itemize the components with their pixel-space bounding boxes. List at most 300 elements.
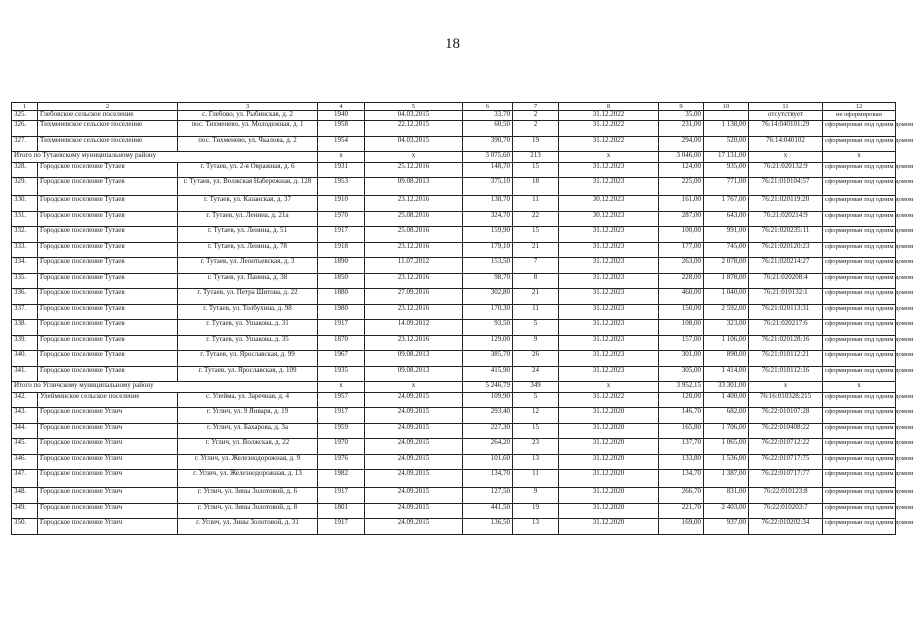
cadastral-number: 76:22:010123:8 <box>749 488 823 504</box>
area: 138,70 <box>463 196 513 212</box>
table-row <box>12 392 896 408</box>
address: г. Тутаев, ул. Ярославская, д. 99 <box>178 351 318 367</box>
deadline: 31.12.2020 <box>559 423 659 439</box>
land-status: сформирован под одним домом <box>823 408 896 424</box>
year-built: 1976 <box>318 454 365 470</box>
date: 25.08.2016 <box>365 227 463 243</box>
residents: 9 <box>513 335 559 351</box>
cell-9: 177,00 <box>659 242 704 258</box>
residents: 23 <box>513 439 559 455</box>
cell-10: 890,00 <box>704 351 749 367</box>
date: 09.08.2013 <box>365 178 463 196</box>
area: 179,10 <box>463 242 513 258</box>
residents: 5 <box>513 320 559 336</box>
cell-10: 1 414,00 <box>704 366 749 382</box>
cell-10: 2 078,00 <box>704 258 749 274</box>
deadline: 31.12.2020 <box>559 470 659 488</box>
cell-9: 266,70 <box>659 488 704 504</box>
page-number: 18 <box>445 36 460 52</box>
deadline: 31.12.2023 <box>559 242 659 258</box>
area: 170,30 <box>463 304 513 320</box>
year-built: 1958 <box>318 121 365 137</box>
land-status: сформирован под одним домом <box>823 439 896 455</box>
row-number: 347. <box>12 470 38 488</box>
cadastral-number: 76:21:020235:11 <box>749 227 823 243</box>
settlement: Городское поселение Тутаев <box>38 304 178 320</box>
address: г. Углич, ул. Зины Золотовой, д. 6 <box>178 488 318 504</box>
residents: 26 <box>513 351 559 367</box>
date: 23.12.2016 <box>365 335 463 351</box>
address: г. Углич, ул. Железнодорожная, д. 13 <box>178 470 318 488</box>
date: 24.09.2015 <box>365 408 463 424</box>
area: 93,50 <box>463 320 513 336</box>
date: 24.09.2015 <box>365 488 463 504</box>
cell-9: 301,00 <box>659 351 704 367</box>
address: г. Углич, ул. Зины Золотовой, д. 8 <box>178 503 318 519</box>
settlement: Улейминское сельское поселение <box>38 392 178 408</box>
cell-9: 120,00 <box>659 392 704 408</box>
year-built: 1982 <box>318 470 365 488</box>
area: 375,10 <box>463 178 513 196</box>
deadline: 31.12.2023 <box>559 366 659 382</box>
total-value: 17 131,00 <box>704 152 749 163</box>
land-status: сформирован под одним домом <box>823 392 896 408</box>
row-number: 336. <box>12 289 38 305</box>
date: 04.03.2015 <box>365 111 463 121</box>
row-number: 326. <box>12 121 38 137</box>
deadline: 31.12.2022 <box>559 136 659 152</box>
row-number: 327. <box>12 136 38 152</box>
address: пос. Тихменево, ул. Молодежная, д. 1 <box>178 121 318 137</box>
area: 293,40 <box>463 408 513 424</box>
residents: 15 <box>513 162 559 178</box>
cadastral-number: 76:21:010104:57 <box>749 178 823 196</box>
year-built: 1954 <box>318 136 365 152</box>
row-number: 350. <box>12 519 38 535</box>
settlement: Городское поселение Углич <box>38 423 178 439</box>
table-row <box>12 227 896 243</box>
settlement: Городское поселение Тутаев <box>38 211 178 227</box>
settlement: Глебовское сельское поселение <box>38 111 178 121</box>
land-status: сформирован под одним домом <box>823 211 896 227</box>
cell-9: 150,00 <box>659 304 704 320</box>
settlement: Городское поселение Углич <box>38 488 178 504</box>
row-number: 328. <box>12 162 38 178</box>
cell-10: 745,00 <box>704 242 749 258</box>
address: г. Углич, ул. Железнодорожная, д. 9 <box>178 454 318 470</box>
residents: 11 <box>513 196 559 212</box>
cell-10: 323,00 <box>704 320 749 336</box>
table-row <box>12 121 896 137</box>
row-number: 343. <box>12 408 38 424</box>
residents: 5 <box>513 392 559 408</box>
year-built: 1959 <box>318 423 365 439</box>
land-status: сформирован под одним домом <box>823 304 896 320</box>
area: 129,00 <box>463 335 513 351</box>
total-value: x <box>559 152 659 163</box>
table-row <box>12 258 896 274</box>
cadastral-number: 76:22:010202:34 <box>749 519 823 535</box>
deadline: 31.12.2022 <box>559 392 659 408</box>
year-built: 1935 <box>318 366 365 382</box>
address: г. Тутаев, ул. Ушакова, д. 35 <box>178 335 318 351</box>
address: г. Тутаев, ул. Панина, д. 38 <box>178 273 318 289</box>
row-number: 340. <box>12 351 38 367</box>
address: с. Улейма, ул. Заречная, д. 4 <box>178 392 318 408</box>
year-built: 1940 <box>318 111 365 121</box>
area: 98,70 <box>463 273 513 289</box>
total-value: 213 <box>513 152 559 163</box>
table-row <box>12 289 896 305</box>
land-status: сформирован под одним домом <box>823 196 896 212</box>
deadline: 31.12.2020 <box>559 519 659 535</box>
cell-9: 305,00 <box>659 366 704 382</box>
table-row <box>12 366 896 382</box>
land-status: сформирован под одним домом <box>823 136 896 152</box>
date: 04.03.2015 <box>365 136 463 152</box>
date: 24.09.2015 <box>365 503 463 519</box>
area: 441,50 <box>463 503 513 519</box>
cell-10: 1 387,00 <box>704 470 749 488</box>
date: 25.12.2016 <box>365 162 463 178</box>
residents: 2 <box>513 111 559 121</box>
column-number: 3 <box>178 103 318 111</box>
table-row <box>12 273 896 289</box>
land-status: сформирован под одним домом <box>823 273 896 289</box>
cell-9: 225,00 <box>659 178 704 196</box>
column-number: 2 <box>38 103 178 111</box>
total-value: 3 046,00 <box>659 152 704 163</box>
row-number: 325. <box>12 111 38 121</box>
table-row <box>12 196 896 212</box>
date: 24.09.2015 <box>365 439 463 455</box>
year-built: 1957 <box>318 392 365 408</box>
residents: 8 <box>513 273 559 289</box>
table-row <box>12 242 896 258</box>
area: 302,80 <box>463 289 513 305</box>
year-built: 1850 <box>318 273 365 289</box>
district-total-label: Итого по Угличскому муниципальному району <box>12 382 318 393</box>
cell-9: 228,00 <box>659 273 704 289</box>
address: с. Глебово, ул. Рыбинская, д. 2 <box>178 111 318 121</box>
deadline: 31.12.2022 <box>559 121 659 137</box>
year-built: 1870 <box>318 335 365 351</box>
area: 33,70 <box>463 111 513 121</box>
address: пос. Тихменево, ул. Чкалова, д. 2 <box>178 136 318 152</box>
total-value: x <box>749 382 823 393</box>
column-number: 5 <box>365 103 463 111</box>
settlement: Городское поселение Тутаев <box>38 351 178 367</box>
settlement: Городское поселение Углич <box>38 439 178 455</box>
cell-9: 460,00 <box>659 289 704 305</box>
table-row <box>12 439 896 455</box>
table-row <box>12 503 896 519</box>
table-row <box>12 423 896 439</box>
total-value: 5 246,79 <box>463 382 513 393</box>
settlement: Городское поселение Тутаев <box>38 258 178 274</box>
settlement: Городское поселение Тутаев <box>38 196 178 212</box>
cell-10: 1 106,00 <box>704 335 749 351</box>
residents: 15 <box>513 423 559 439</box>
cadastral-number: 76:21:020132:9 <box>749 162 823 178</box>
date: 11.07.2012 <box>365 258 463 274</box>
year-built: 1910 <box>318 196 365 212</box>
year-built: 1980 <box>318 304 365 320</box>
cadastral-number: 76:21:010132:1 <box>749 289 823 305</box>
year-built: 1918 <box>318 242 365 258</box>
row-number: 331. <box>12 211 38 227</box>
table-row <box>12 470 896 488</box>
district-total-label: Итого по Тутаевскому муниципальному району <box>12 152 318 163</box>
column-number: 1 <box>12 103 38 111</box>
date: 22.12.2015 <box>365 121 463 137</box>
cell-10 <box>704 111 749 121</box>
land-status: сформирован под одним домом <box>823 242 896 258</box>
settlement: Городское поселение Тутаев <box>38 335 178 351</box>
settlement: Городское поселение Тутаев <box>38 227 178 243</box>
land-status: сформирован под одним домом <box>823 423 896 439</box>
cell-9: 124,00 <box>659 162 704 178</box>
deadline: 31.12.2023 <box>559 304 659 320</box>
year-built: 1917 <box>318 519 365 535</box>
column-number: 12 <box>823 103 896 111</box>
date: 09.08.2013 <box>365 366 463 382</box>
settlement: Городское поселение Углич <box>38 519 178 535</box>
cadastral-number: 76:21:020214:9 <box>749 211 823 227</box>
year-built: 1970 <box>318 211 365 227</box>
deadline: 31.12.2020 <box>559 488 659 504</box>
cadastral-number: 76:22:010717:77 <box>749 470 823 488</box>
year-built: 1890 <box>318 258 365 274</box>
row-number: 332. <box>12 227 38 243</box>
area: 136,50 <box>463 519 513 535</box>
total-value: x <box>318 152 365 163</box>
area: 153,50 <box>463 258 513 274</box>
table-row <box>12 111 896 121</box>
deadline: 31.12.2023 <box>559 273 659 289</box>
row-number: 334. <box>12 258 38 274</box>
area: 148,70 <box>463 162 513 178</box>
settlement: Городское поселение Углич <box>38 408 178 424</box>
cell-9: 146,70 <box>659 408 704 424</box>
area: 159,90 <box>463 227 513 243</box>
residents: 11 <box>513 470 559 488</box>
cadastral-number: 76:21:020113:31 <box>749 304 823 320</box>
cadastral-number: 76:14:040102 <box>749 136 823 152</box>
land-status: сформирован под одним домом <box>823 258 896 274</box>
cadastral-number: 76:22:010203:7 <box>749 503 823 519</box>
cell-9: 108,00 <box>659 320 704 336</box>
address: г. Тутаев, ул. Волжская Набережная, д. 128 <box>178 178 318 196</box>
area: 127,50 <box>463 488 513 504</box>
deadline: 31.12.2020 <box>559 454 659 470</box>
residents: 18 <box>513 178 559 196</box>
total-value: x <box>559 382 659 393</box>
cell-9: 221,70 <box>659 503 704 519</box>
cadastral-number: 76:21:020208:4 <box>749 273 823 289</box>
land-status: сформирован под одним домом <box>823 503 896 519</box>
year-built: 1917 <box>318 320 365 336</box>
total-value: x <box>365 152 463 163</box>
table-row <box>12 351 896 367</box>
table-row <box>12 320 896 336</box>
settlement: Городское поселение Углич <box>38 470 178 488</box>
row-number: 346. <box>12 454 38 470</box>
district-total-row <box>12 382 896 393</box>
settlement: Городское поселение Тутаев <box>38 242 178 258</box>
land-status: сформирован под одним домом <box>823 454 896 470</box>
settlement: Тихменевское сельское поселение <box>38 121 178 137</box>
area: 101,60 <box>463 454 513 470</box>
deadline: 31.12.2023 <box>559 289 659 305</box>
date: 23.12.2016 <box>365 304 463 320</box>
area: 264,20 <box>463 439 513 455</box>
land-status: сформирован под одним домом <box>823 351 896 367</box>
table-row <box>12 519 896 535</box>
district-total-row <box>12 152 896 163</box>
cell-9: 100,00 <box>659 227 704 243</box>
settlement: Городское поселение Тутаев <box>38 273 178 289</box>
deadline: 31.12.2023 <box>559 227 659 243</box>
area: 109,90 <box>463 392 513 408</box>
cell-10: 935,00 <box>704 162 749 178</box>
date: 25.08.2016 <box>365 211 463 227</box>
deadline: 31.12.2023 <box>559 178 659 196</box>
cell-10: 1 706,00 <box>704 423 749 439</box>
deadline: 31.12.2023 <box>559 258 659 274</box>
cell-10: 1 138,00 <box>704 121 749 137</box>
cell-10: 1 767,00 <box>704 196 749 212</box>
land-status: сформирован под одним домом <box>823 335 896 351</box>
residents: 19 <box>513 136 559 152</box>
row-number: 349. <box>12 503 38 519</box>
date: 24.09.2015 <box>365 392 463 408</box>
year-built: 1970 <box>318 439 365 455</box>
cadastral-number: 76:22:010712:22 <box>749 439 823 455</box>
settlement: Городское поселение Углич <box>38 454 178 470</box>
residents: 13 <box>513 519 559 535</box>
address: г. Углич, ул. Бахарова, д. 3а <box>178 423 318 439</box>
deadline: 31.12.2020 <box>559 439 659 455</box>
cadastral-number: 76:21:010112:16 <box>749 366 823 382</box>
area: 385,70 <box>463 351 513 367</box>
deadline: 31.12.2022 <box>559 111 659 121</box>
cadastral-number: 76:21:020214:27 <box>749 258 823 274</box>
residents: 9 <box>513 488 559 504</box>
row-number: 342. <box>12 392 38 408</box>
year-built: 1917 <box>318 408 365 424</box>
cell-10: 937,00 <box>704 519 749 535</box>
cell-10: 643,00 <box>704 211 749 227</box>
land-status: сформирован под одним домом <box>823 320 896 336</box>
row-number: 335. <box>12 273 38 289</box>
total-value: 349 <box>513 382 559 393</box>
year-built: 1931 <box>318 162 365 178</box>
land-status: сформирован под одним домом <box>823 488 896 504</box>
column-number: 8 <box>559 103 659 111</box>
area: 60,50 <box>463 121 513 137</box>
date: 24.09.2015 <box>365 423 463 439</box>
cadastral-number: 76:22:010408:22 <box>749 423 823 439</box>
residents: 13 <box>513 454 559 470</box>
land-status: не оформирован <box>823 111 896 121</box>
total-value: x <box>318 382 365 393</box>
date: 23.12.2016 <box>365 273 463 289</box>
settlement: Тихменевское сельское поселение <box>38 136 178 152</box>
table-row <box>12 408 896 424</box>
address: г. Углич, ул. Волжская, д. 22 <box>178 439 318 455</box>
deadline: 31.12.2020 <box>559 408 659 424</box>
total-value: 33 301,00 <box>704 382 749 393</box>
row-number: 338. <box>12 320 38 336</box>
cadastral-number: 76:22:010717:75 <box>749 454 823 470</box>
cell-10: 1 040,00 <box>704 289 749 305</box>
address: г. Тутаев, ул. Леонтьевская, д. 3 <box>178 258 318 274</box>
column-number: 11 <box>749 103 823 111</box>
cell-9: 133,80 <box>659 454 704 470</box>
column-number-row <box>12 103 896 111</box>
column-number: 9 <box>659 103 704 111</box>
land-status: сформирован под одним домом <box>823 366 896 382</box>
date: 23.12.2016 <box>365 196 463 212</box>
total-value: x <box>823 152 896 163</box>
column-number: 4 <box>318 103 365 111</box>
address: г. Тутаев, ул. Ленина, д. 21а <box>178 211 318 227</box>
land-status: сформирован под одним домом <box>823 289 896 305</box>
deadline: 31.12.2023 <box>559 335 659 351</box>
row-number: 345. <box>12 439 38 455</box>
land-status: сформирован под одним домом <box>823 470 896 488</box>
cell-9: 165,80 <box>659 423 704 439</box>
land-status: сформирован под одним домом <box>823 519 896 535</box>
total-value: x <box>365 382 463 393</box>
address: г. Тутаев, ул. Толбухина, д. 98 <box>178 304 318 320</box>
area: 134,70 <box>463 470 513 488</box>
settlement: Городское поселение Тутаев <box>38 289 178 305</box>
cadastral-number: 76:14:040101:29 <box>749 121 823 137</box>
residents: 15 <box>513 227 559 243</box>
cell-10: 991,00 <box>704 227 749 243</box>
row-number: 341. <box>12 366 38 382</box>
date: 27.09.2016 <box>365 289 463 305</box>
cadastral-number: 76:21:020120:23 <box>749 242 823 258</box>
row-number: 329. <box>12 178 38 196</box>
cell-10: 682,00 <box>704 408 749 424</box>
table-row <box>12 136 896 152</box>
cell-9: 134,70 <box>659 470 704 488</box>
deadline: 31.12.2023 <box>559 162 659 178</box>
cadastral-number: 76:21:020217:6 <box>749 320 823 336</box>
cell-10: 1 878,00 <box>704 273 749 289</box>
cell-10: 831,00 <box>704 488 749 504</box>
cadastral-number: 76:21:010112:21 <box>749 351 823 367</box>
address: г. Тутаев, ул. 2-я Овражная, д. 6 <box>178 162 318 178</box>
address: г. Тутаев, ул. Казанская, д. 37 <box>178 196 318 212</box>
column-number: 6 <box>463 103 513 111</box>
row-number: 339. <box>12 335 38 351</box>
cell-10: 520,00 <box>704 136 749 152</box>
deadline: 31.12.2023 <box>559 320 659 336</box>
housing-register-table <box>11 102 913 535</box>
date: 24.09.2015 <box>365 454 463 470</box>
settlement: Городское поселение Тутаев <box>38 320 178 336</box>
total-value: x <box>823 382 896 393</box>
land-status: сформирован под одним домом <box>823 162 896 178</box>
deadline: 30.12.2023 <box>559 196 659 212</box>
date: 24.09.2015 <box>365 470 463 488</box>
cadastral-number: 76:16:010328:215 <box>749 392 823 408</box>
address: г. Тутаев, ул. Ленина, д. 78 <box>178 242 318 258</box>
